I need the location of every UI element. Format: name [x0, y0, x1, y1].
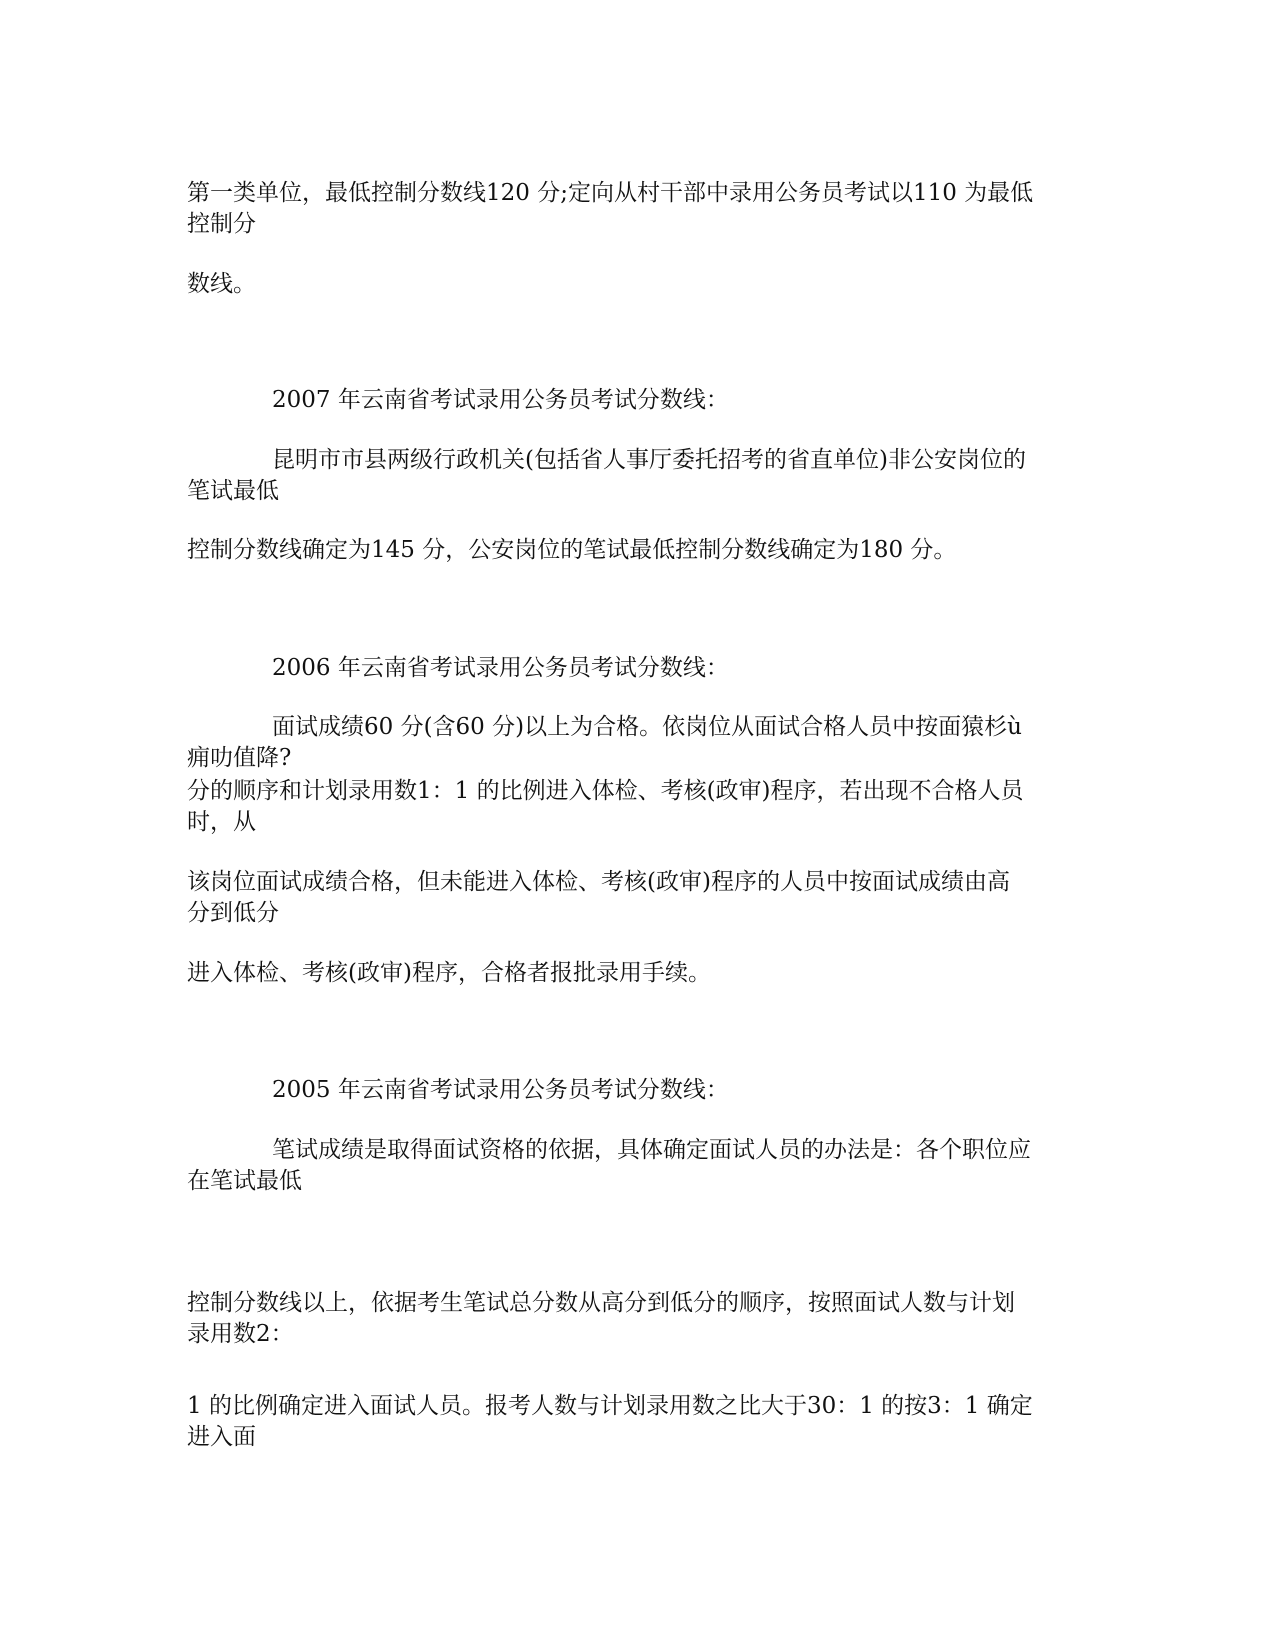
text-line: 分到低分 — [187, 900, 279, 926]
text-line: 第一类单位，最低控制分数线120 分;定向从村干部中录用公务员考试以110 为最低 — [187, 180, 1034, 206]
text-line: 控制分数线确定为145 分，公安岗位的笔试最低控制分数线确定为180 分。 — [187, 537, 957, 563]
text-line: 数线。 — [187, 271, 256, 297]
text-line: 该岗位面试成绩合格，但未能进入体检、考核(政审)程序的人员中按面试成绩由高 — [187, 869, 1010, 895]
section-heading-2007: 2007 年云南省考试录用公务员考试分数线： — [272, 387, 729, 413]
text-line: 时，从 — [187, 809, 256, 835]
section-heading-2006: 2006 年云南省考试录用公务员考试分数线： — [272, 655, 729, 681]
text-line: 进入体检、考核(政审)程序，合格者报批录用手续。 — [187, 960, 711, 986]
text-line: 痈叻值降? — [187, 745, 292, 771]
text-line: 1 的比例确定进入面试人员。报考人数与计划录用数之比大于30：1 的按3：1 确定 — [187, 1393, 1033, 1419]
text-line: 分的顺序和计划录用数1：1 的比例进入体检、考核(政审)程序，若出现不合格人员 — [187, 778, 1024, 804]
text-line: 笔试成绩是取得面试资格的依据，具体确定面试人员的办法是：各个职位应 — [272, 1137, 1031, 1163]
text-line: 控制分 — [187, 211, 256, 237]
text-line: 控制分数线以上，依据考生笔试总分数从高分到低分的顺序，按照面试人数与计划 — [187, 1290, 1015, 1316]
text-line: 在笔试最低 — [187, 1168, 302, 1194]
text-line: 昆明市市县两级行政机关(包括省人事厅委托招考的省直单位)非公安岗位的 — [272, 447, 1026, 473]
text-line: 录用数2： — [187, 1321, 294, 1347]
section-heading-2005: 2005 年云南省考试录用公务员考试分数线： — [272, 1077, 729, 1103]
text-line: 笔试最低 — [187, 478, 279, 504]
text-line: 面试成绩60 分(含60 分)以上为合格。依岗位从面试合格人员中按面猿杉ù — [272, 714, 1022, 740]
text-line: 进入面 — [187, 1424, 256, 1450]
